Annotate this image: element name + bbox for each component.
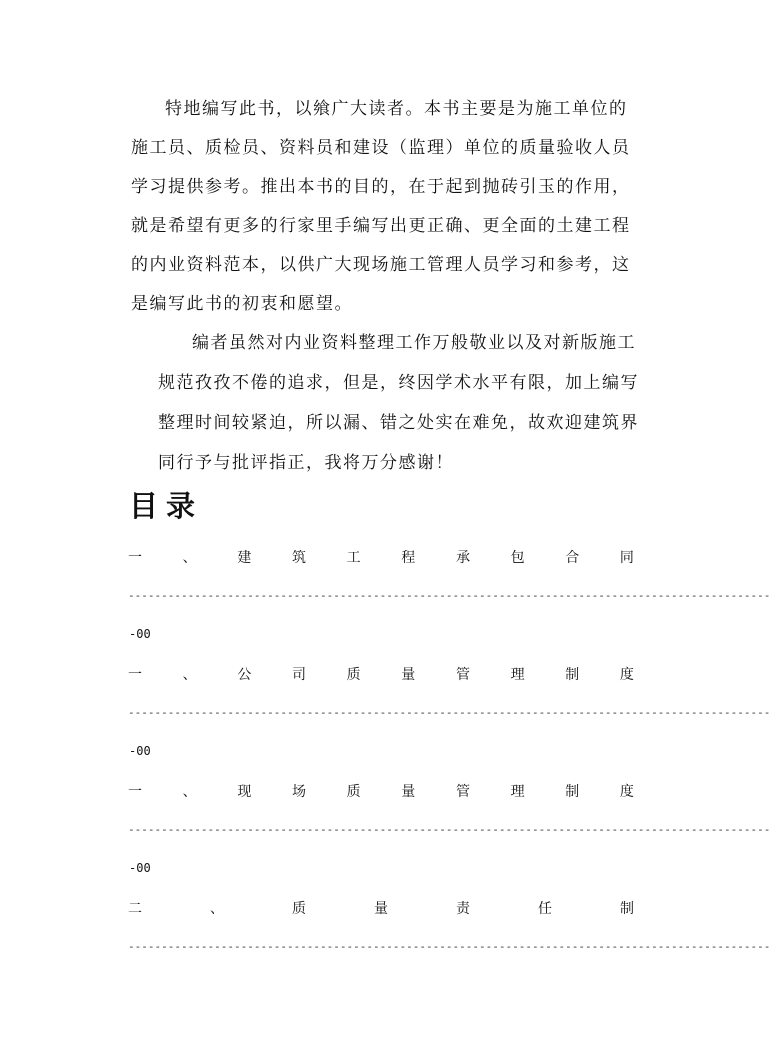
toc-char: 制 [620, 901, 634, 917]
toc-entry-1-title[interactable] [128, 547, 634, 567]
toc-entry-2-title[interactable] [128, 664, 634, 684]
toc-char: 量 [401, 784, 416, 800]
toc-char: 二 [128, 901, 142, 917]
toc-char: 一 [128, 550, 142, 566]
toc-char: 管 [455, 667, 470, 683]
toc-char: 质 [346, 784, 361, 800]
toc-char: 程 [401, 550, 416, 566]
preface-paragraph-2 [158, 323, 644, 483]
toc-entry-2-page: -00 [129, 744, 151, 758]
toc-entry-3-leader: ------------------------------------------------------------------------------------------------- [128, 823, 770, 836]
toc-char: 一 [128, 784, 142, 800]
preface-paragraph-1 [131, 90, 641, 324]
toc-char: 司 [291, 667, 306, 683]
toc-char: 责 [456, 901, 470, 917]
toc-entry-1-page: -00 [129, 627, 151, 641]
toc-title: 目录 [129, 489, 204, 523]
toc-char: 度 [619, 784, 634, 800]
toc-char: 工 [346, 550, 361, 566]
toc-char: 理 [510, 667, 525, 683]
toc-char: 质 [346, 667, 361, 683]
toc-char: 质 [292, 901, 306, 917]
preface-paragraph-1-text: 特地编写此书，以飨广大读者。本书主要是为施工单位的施工员、质检员、资料员和建设（监理）单位的质量验收人员学习提供参考。推出本书的目的，在于起到抛砖引玉的作用，就是希望有更多的行家里手编写出更正确、更全面的土建工程的内业资料范本，以供广大现场施工管理人员学习和参考，这是编写此书的初衷和愿望。 [131, 99, 631, 314]
toc-char: 任 [538, 901, 552, 917]
toc-char: 度 [619, 667, 634, 683]
toc-entry-2-leader: ------------------------------------------------------------------------------------------------- [128, 706, 770, 719]
toc-char: 量 [401, 667, 416, 683]
preface-paragraph-2-text: 编者虽然对内业资料整理工作万般敬业以及对新版施工规范孜孜不倦的追求，但是，终因学术水平有限，加上编写整理时间较紧迫，所以漏、错之处实在难免，故欢迎建筑界同行予与批评指正，我将万分感谢！ [158, 333, 639, 473]
toc-char: 、 [182, 784, 197, 800]
toc-char: 、 [210, 901, 224, 917]
toc-char: 制 [565, 667, 580, 683]
toc-char: 量 [374, 901, 388, 917]
toc-char: 场 [291, 784, 306, 800]
toc-char: 包 [510, 550, 525, 566]
toc-char: 、 [182, 667, 197, 683]
toc-char: 管 [455, 784, 470, 800]
toc-char: 理 [510, 784, 525, 800]
toc-entry-3-title[interactable] [128, 781, 634, 801]
toc-char: 、 [182, 550, 197, 566]
toc-char: 一 [128, 667, 142, 683]
toc-entry-1-leader: ------------------------------------------------------------------------------------------------- [128, 589, 770, 602]
toc-char: 合 [565, 550, 580, 566]
toc-entry-3-page: -00 [129, 861, 151, 875]
toc-char: 现 [237, 784, 252, 800]
toc-entry-4-leader: ------------------------------------------------------------------------------------------------- [128, 940, 770, 953]
toc-char: 制 [565, 784, 580, 800]
toc-entry-4-title[interactable] [128, 898, 634, 918]
toc-char: 公 [237, 667, 252, 683]
toc-char: 同 [619, 550, 634, 566]
toc-char: 建 [237, 550, 252, 566]
toc-char: 筑 [291, 550, 306, 566]
toc-char: 承 [455, 550, 470, 566]
